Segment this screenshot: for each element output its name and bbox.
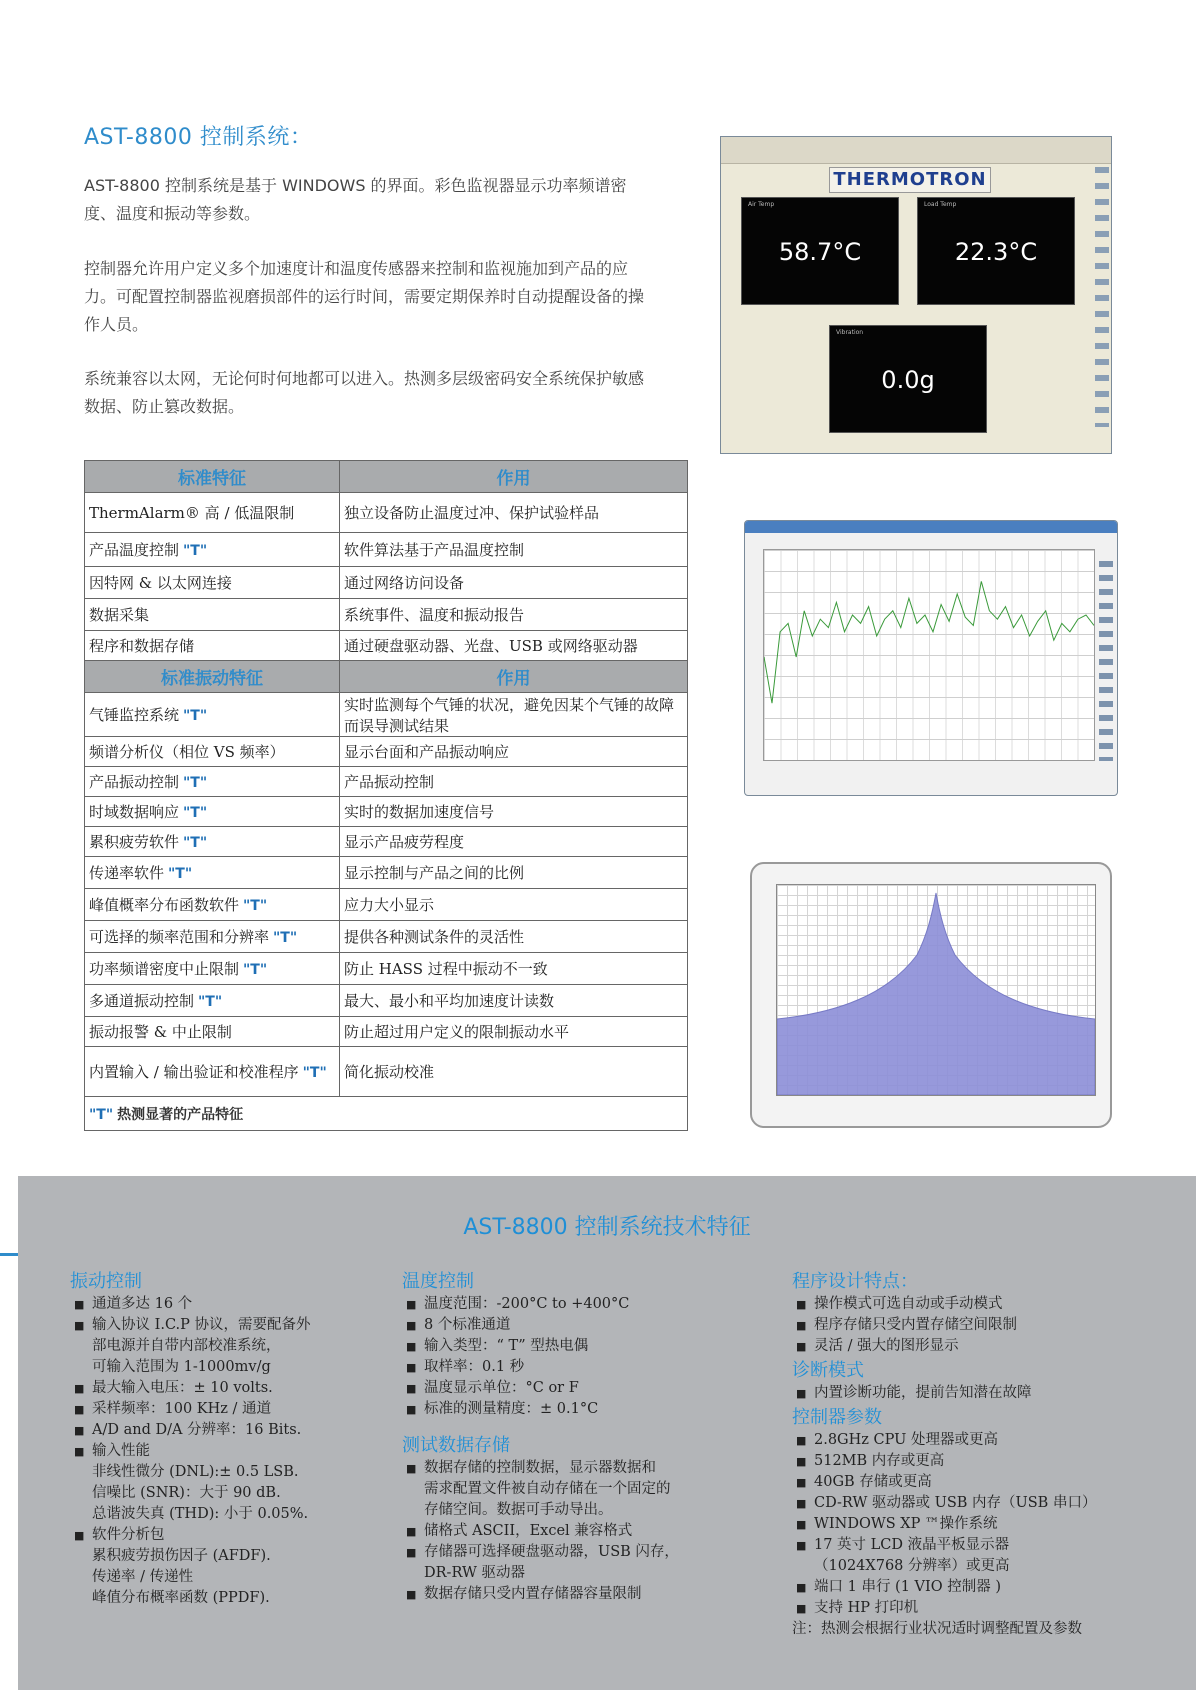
feature-cell	[85, 631, 340, 661]
controller-params-list	[792, 1430, 1182, 1619]
feature-text: 频谱分析仪（相位 VS 频率）	[89, 743, 285, 761]
app-toolbar	[721, 137, 1111, 164]
use-cell: 实时监测每个气锤的状况，避免因某个气锤的故障而误导测试结果	[340, 693, 688, 737]
table-row	[85, 921, 688, 953]
peak-distribution-plot	[776, 884, 1096, 1096]
table-row	[85, 797, 688, 827]
data-storage-list	[402, 1458, 752, 1605]
diagnostic-mode-list	[792, 1383, 1182, 1404]
list-item: ■ 512MB 内存或更高	[792, 1451, 1182, 1472]
list-item: DR-RW 驱动器	[424, 1565, 526, 1581]
feature-text: 功率频谱密度中止限制	[89, 960, 240, 978]
list-item: ■ 2.8GHz CPU 处理器或更高	[792, 1430, 1182, 1451]
use-cell: 简化振动校准	[340, 1047, 688, 1097]
table-row	[85, 889, 688, 921]
use-cell: 提供各种测试条件的灵活性	[340, 921, 688, 953]
list-item: 信噪比 (SNR)：大于 90 dB.	[92, 1485, 281, 1501]
list-item: ■ 灵活 / 强大的图形显示	[792, 1336, 1182, 1357]
temperature-control-list	[402, 1294, 752, 1420]
list-item: ■ 操作模式可选自动或手动模式	[792, 1294, 1182, 1315]
use-cell: 通过硬盘驱动器、光盘、USB 或网络驱动器	[340, 631, 688, 661]
feature-cell	[85, 493, 340, 533]
thermotron-mark: "T"	[183, 775, 208, 791]
vibration-control-heading: 振动控制	[70, 1271, 142, 1292]
feature-text: 因特网 & 以太网连接	[89, 574, 232, 592]
feature-cell	[85, 693, 340, 737]
feature-table	[84, 460, 688, 1131]
list-item: 总谐波失真 (THD): 小于 0.05%.	[92, 1506, 309, 1522]
peak-distribution-chart	[777, 885, 1095, 1095]
feature-cell	[85, 1017, 340, 1047]
feature-text: 峰值概率分布函数软件	[89, 896, 240, 914]
list-item: ■ 17 英寸 LCD 液晶平板显示器	[792, 1535, 1182, 1556]
list-item: ■ 通道多达 16 个	[70, 1294, 400, 1315]
table-row	[85, 857, 688, 889]
table-row	[85, 693, 688, 737]
psd-series-line	[764, 581, 1094, 703]
feature-cell	[85, 533, 340, 567]
use-cell: 防止 HASS 过程中振动不一致	[340, 953, 688, 985]
feature-text: 累积疲劳软件	[89, 833, 180, 851]
feature-text: 产品温度控制	[89, 541, 180, 559]
use-cell: 系统事件、温度和振动报告	[340, 599, 688, 631]
table-row	[85, 1017, 688, 1047]
program-features-heading: 程序设计特点：	[792, 1271, 918, 1292]
psd-plot-screenshot	[744, 520, 1118, 796]
table-row	[85, 567, 688, 599]
list-item: ■ 温度显示单位：°C or F	[402, 1378, 752, 1399]
feature-cell	[85, 827, 340, 857]
thermotron-mark: "T"	[168, 866, 193, 882]
table-header-cell: 标准振动特征	[85, 661, 340, 693]
feature-cell	[85, 921, 340, 953]
diagnostic-mode-heading: 诊断模式	[792, 1360, 864, 1381]
page-title: AST-8800 控制系统：	[84, 125, 313, 150]
tech-specs-section	[18, 1176, 1196, 1690]
feature-cell	[85, 857, 340, 889]
feature-text: 传递率软件	[89, 864, 165, 882]
load-temp-value: 22.3°C	[954, 238, 1038, 266]
thermotron-mark: "T"	[183, 543, 208, 559]
thermotron-logo: THERMOTRON	[829, 167, 991, 193]
feature-cell	[85, 1047, 340, 1097]
list-item: ■ 端口 1 串行 (1 VIO 控制器 )	[792, 1577, 1182, 1598]
thermotron-mark: "T"	[89, 1106, 114, 1123]
use-cell: 通过网络访问设备	[340, 567, 688, 599]
feature-cell	[85, 599, 340, 631]
program-column	[792, 1268, 1182, 1640]
use-cell: 实时的数据加速度信号	[340, 797, 688, 827]
air-temp-label: Air Temp	[748, 201, 775, 208]
list-item: （1024X768 分辨率）或更高	[814, 1558, 1010, 1574]
list-item: 峰值分布概率函数 (PPDF).	[92, 1590, 270, 1606]
list-item: ■ 温度范围：-200°C to +400°C	[402, 1294, 752, 1315]
list-item: ■ 储格式 ASCII，Excel 兼容格式	[402, 1521, 752, 1542]
list-item: 传递率 / 传递性	[92, 1569, 194, 1585]
list-item: ■ 取样率：0.1 秒	[402, 1357, 752, 1378]
window-titlebar	[745, 521, 1117, 533]
feature-text: 振动报警 & 中止限制	[89, 1023, 232, 1041]
load-temp-label: Load Temp	[924, 201, 957, 208]
feature-text: 数据采集	[89, 606, 150, 624]
intro-paragraph-3: 系统兼容以太网，无论何时何地都可以进入。热测多层级密码安全系统保护敏感数据、防止篡改数据。	[84, 369, 645, 416]
list-item: ■ 最大输入电压：± 10 volts.	[70, 1378, 400, 1399]
list-item: ■ 程序存储只受内置存储空间限制	[792, 1315, 1182, 1336]
table-row	[85, 953, 688, 985]
adjustment-note: 注：热测会根据行业状况适时调整配置及参数	[792, 1621, 1082, 1637]
table-row	[85, 533, 688, 567]
table-row	[85, 1047, 688, 1097]
feature-text: ThermAlarm® 高 / 低温限制	[89, 504, 295, 522]
list-item: ■ 采样频率：100 KHz / 通道	[70, 1399, 400, 1420]
use-cell: 最大、最小和平均加速度计读数	[340, 985, 688, 1017]
list-item: ■ 软件分析包	[70, 1525, 400, 1546]
thermotron-mark: "T"	[183, 805, 208, 821]
vibration-control-list	[70, 1294, 400, 1609]
table-header-cell: 标准特征	[85, 461, 340, 493]
list-item: 部电源并自带内部校准系统，	[92, 1338, 281, 1354]
table-header-row	[85, 461, 688, 493]
list-item: ■ 存储器可选择硬盘驱动器，USB 闪存，	[402, 1542, 752, 1563]
toolbar-icons-strip	[1095, 167, 1109, 427]
list-item: ■ 支持 HP 打印机	[792, 1598, 1182, 1619]
table-row	[85, 493, 688, 533]
intro-paragraph-2: 控制器允许用户定义多个加速度计和温度传感器来控制和监视施加到产品的应力。可配置控制器监视磨损部件的运行时间，需要定期保养时自动提醒设备的操作人员。	[84, 259, 645, 334]
vibration-panel	[829, 325, 987, 433]
feature-text: 可选择的频率范围和分辨率	[89, 928, 270, 946]
list-item: ■ 数据存储的控制数据，显示器数据和	[402, 1458, 752, 1479]
thermotron-mark: "T"	[198, 994, 223, 1010]
feature-text: 气锤监控系统	[89, 706, 180, 724]
table-header-cell: 作用	[340, 461, 688, 493]
controller-params-heading: 控制器参数	[792, 1407, 882, 1428]
feature-cell	[85, 985, 340, 1017]
footnote-cell	[85, 1097, 688, 1131]
vibration-control-column	[70, 1268, 400, 1609]
air-temp-panel	[741, 197, 899, 305]
list-item: ■ 数据存储只受内置存储器容量限制	[402, 1584, 752, 1605]
feature-text: 产品振动控制	[89, 773, 180, 791]
psd-line-chart	[764, 550, 1094, 760]
list-item: ■ CD-RW 驱动器或 USB 内存（USB 串口）	[792, 1493, 1182, 1514]
thermotron-mark: "T"	[243, 962, 268, 978]
peak-distribution-screenshot	[750, 862, 1112, 1128]
list-item: ■ 40GB 存储或更高	[792, 1472, 1182, 1493]
use-cell: 显示产品疲劳程度	[340, 827, 688, 857]
feature-cell	[85, 737, 340, 767]
footnote-text: 热测显著的产品特征	[117, 1106, 244, 1123]
use-cell: 独立设备防止温度过冲、保护试验样品	[340, 493, 688, 533]
feature-cell	[85, 953, 340, 985]
list-item: ■ 输入协议 I.C.P 协议，需要配备外	[70, 1315, 400, 1336]
use-cell: 显示台面和产品振动响应	[340, 737, 688, 767]
feature-cell	[85, 767, 340, 797]
temperature-control-heading: 温度控制	[402, 1271, 474, 1292]
list-item: ■ 输入类型：“ T” 型热电偶	[402, 1336, 752, 1357]
table-row	[85, 985, 688, 1017]
table-row	[85, 631, 688, 661]
feature-cell	[85, 567, 340, 599]
list-item: 需求配置文件被自动存储在一个固定的	[424, 1481, 671, 1497]
list-item: ■ A/D and D/A 分辨率：16 Bits.	[70, 1420, 400, 1441]
list-item: ■ 输入性能	[70, 1441, 400, 1462]
data-storage-heading: 测试数据存储	[402, 1435, 510, 1456]
thermotron-mark: "T"	[302, 1065, 327, 1081]
tech-section-title: AST-8800 控制系统技术特征	[463, 1215, 751, 1240]
use-cell: 显示控制与产品之间的比例	[340, 857, 688, 889]
table-header-row	[85, 661, 688, 693]
psd-plot-area	[763, 549, 1095, 761]
load-temp-panel	[917, 197, 1075, 305]
feature-text: 程序和数据存储	[89, 637, 195, 655]
table-row	[85, 827, 688, 857]
program-features-list	[792, 1294, 1182, 1357]
thermotron-mark: "T"	[183, 708, 208, 724]
list-item: 非线性微分 (DNL):± 0.5 LSB.	[92, 1464, 299, 1480]
feature-cell	[85, 889, 340, 921]
table-footnote-row	[85, 1097, 688, 1131]
use-cell: 软件算法基于产品温度控制	[340, 533, 688, 567]
control-screen-screenshot	[720, 136, 1112, 454]
feature-text: 内置输入 / 输出验证和校准程序	[89, 1063, 299, 1081]
table-row	[85, 599, 688, 631]
thermotron-mark: "T"	[183, 835, 208, 851]
feature-text: 时域数据响应	[89, 803, 180, 821]
feature-text: 多通道振动控制	[89, 992, 195, 1010]
list-item: ■ 内置诊断功能，提前告知潜在故障	[792, 1383, 1182, 1404]
vibration-value: 0.0g	[881, 366, 935, 394]
air-temp-value: 58.7°C	[778, 238, 862, 266]
decorative-rule	[0, 1253, 18, 1256]
table-row	[85, 737, 688, 767]
temperature-column	[402, 1268, 752, 1605]
table-row	[85, 767, 688, 797]
use-cell: 产品振动控制	[340, 767, 688, 797]
list-item: 累积疲劳损伤因子 (AFDF).	[92, 1548, 271, 1564]
list-item: 存储空间。数据可手动导出。	[424, 1502, 613, 1518]
thermotron-mark: "T"	[243, 898, 268, 914]
list-item: 可输入范围为 1-1000mv/g	[92, 1359, 271, 1375]
use-cell: 防止超过用户定义的限制振动水平	[340, 1017, 688, 1047]
use-cell: 应力大小显示	[340, 889, 688, 921]
list-item: ■ 8 个标准通道	[402, 1315, 752, 1336]
intro-paragraph-1: AST-8800 控制系统是基于 WINDOWS 的界面。彩色监视器显示功率频谱密度、温度和振动等参数。	[84, 176, 627, 223]
list-item: ■ 标准的测量精度：± 0.1°C	[402, 1399, 752, 1420]
toolbar-icons-strip	[1099, 561, 1113, 761]
peak-distribution-area	[777, 893, 1095, 1095]
thermotron-mark: "T"	[273, 930, 298, 946]
list-item: ■ WINDOWS XP ™操作系统	[792, 1514, 1182, 1535]
vibration-label: Vibration	[836, 329, 864, 336]
table-header-cell: 作用	[340, 661, 688, 693]
feature-cell	[85, 797, 340, 827]
